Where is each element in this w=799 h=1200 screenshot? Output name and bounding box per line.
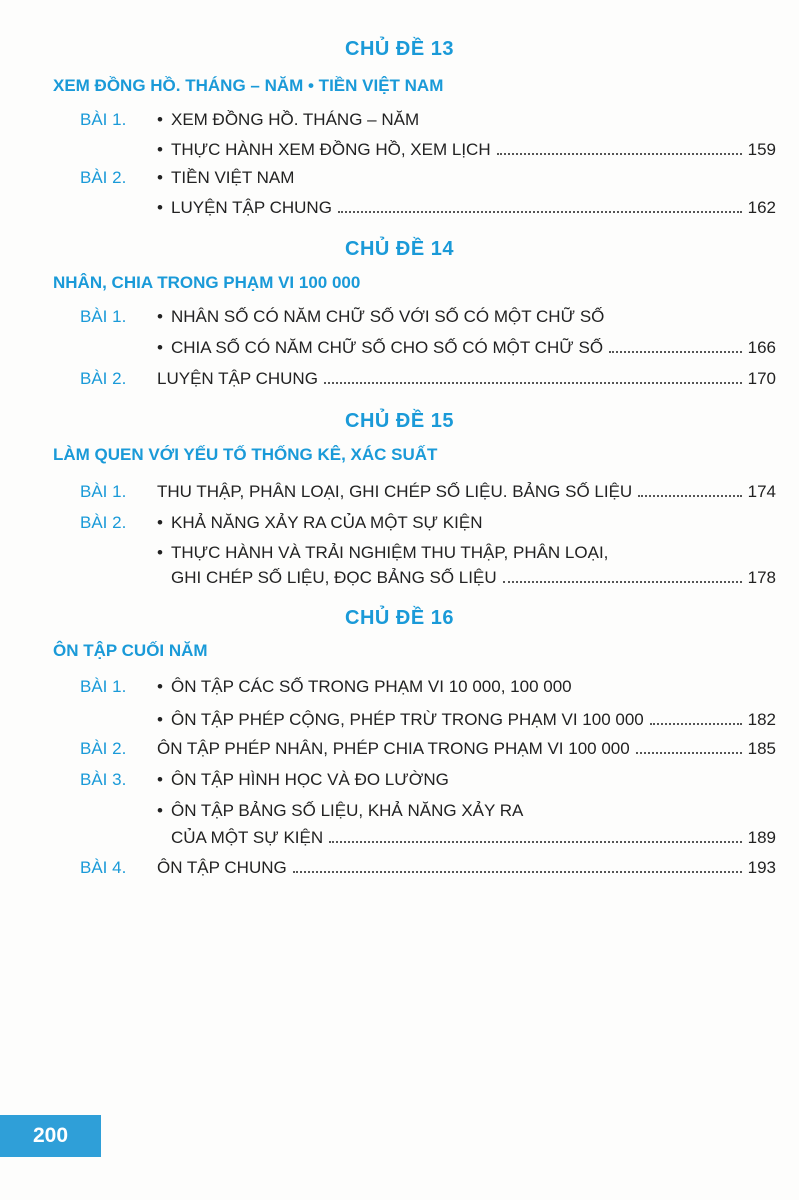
- dot-leader: [497, 153, 742, 155]
- lesson-label: BÀI 2.: [80, 369, 127, 388]
- toc-entry[interactable]: [80, 704, 776, 730]
- bullet-icon: •: [157, 513, 163, 532]
- page-number: 159: [747, 140, 776, 159]
- toc-entry[interactable]: [80, 363, 776, 389]
- dot-leader: [324, 382, 742, 384]
- dot-leader: [650, 723, 742, 725]
- dot-leader: [638, 495, 741, 497]
- entry-title: KHẢ NĂNG XẢY RA CỦA MỘT SỰ KIỆN: [171, 513, 483, 532]
- entry-title: THU THẬP, PHÂN LOẠI, GHI CHÉP SỐ LIỆU. BẢNG SỐ LIỆU: [157, 482, 633, 501]
- bullet-icon: •: [157, 677, 163, 696]
- toc-entry[interactable]: [80, 507, 776, 533]
- entry-title: GHI CHÉP SỐ LIỆU, ĐỌC BẢNG SỐ LIỆU: [171, 568, 497, 587]
- toc-entry[interactable]: [80, 134, 776, 160]
- lesson-label: BÀI 1.: [80, 307, 127, 326]
- section-heading: NHÂN, CHIA TRONG PHẠM VI 100 000: [53, 273, 361, 292]
- entry-title: TIỀN VIỆT NAM: [171, 168, 295, 187]
- entry-title: CHIA SỐ CÓ NĂM CHỮ SỐ CHO SỐ CÓ MỘT CHỮ SỐ: [171, 338, 604, 357]
- entry-title: ÔN TẬP PHÉP CỘNG, PHÉP TRỪ TRONG PHẠM VI 100 000: [171, 710, 644, 729]
- bullet-icon: •: [157, 110, 163, 129]
- toc-entry[interactable]: [80, 104, 776, 130]
- toc-entry-continuation[interactable]: [80, 822, 776, 848]
- topic-title: CHỦ ĐỀ 13: [345, 38, 454, 60]
- dot-leader: [503, 581, 742, 583]
- toc-entry[interactable]: [80, 671, 776, 697]
- page-number: 178: [747, 568, 776, 587]
- page-number-badge: [0, 1115, 101, 1157]
- lesson-label: BÀI 1.: [80, 482, 127, 501]
- page-number: 162: [747, 198, 776, 217]
- toc-entry[interactable]: [80, 476, 776, 502]
- entry-title: ÔN TẬP BẢNG SỐ LIỆU, KHẢ NĂNG XẢY RA: [171, 801, 524, 820]
- page-number: 189: [747, 828, 776, 847]
- toc-entry[interactable]: [80, 162, 776, 188]
- bullet-icon: •: [157, 140, 163, 159]
- entry-title: THỰC HÀNH VÀ TRẢI NGHIỆM THU THẬP, PHÂN LOẠI,: [171, 543, 609, 562]
- bullet-icon: •: [157, 710, 163, 729]
- toc-entry[interactable]: [80, 733, 776, 759]
- section-heading: LÀM QUEN VỚI YẾU TỐ THỐNG KÊ, XÁC SUẤT: [53, 445, 438, 464]
- entry-title: NHÂN SỐ CÓ NĂM CHỮ SỐ VỚI SỐ CÓ MỘT CHỮ SỐ: [171, 307, 605, 326]
- bullet-icon: •: [157, 338, 163, 357]
- lesson-label: BÀI 2.: [80, 513, 127, 532]
- entry-title: LUYỆN TẬP CHUNG: [171, 198, 332, 217]
- entry-title: ÔN TẬP CÁC SỐ TRONG PHẠM VI 10 000, 100 000: [171, 677, 572, 696]
- page-number: 170: [747, 369, 776, 388]
- bullet-icon: •: [157, 168, 163, 187]
- lesson-label: BÀI 4.: [80, 858, 127, 877]
- lesson-label: BÀI 2.: [80, 739, 127, 758]
- entry-title: XEM ĐỒNG HỒ. THÁNG – NĂM: [171, 110, 420, 129]
- bullet-icon: •: [157, 543, 163, 562]
- page-number: 174: [747, 482, 776, 501]
- lesson-label: BÀI 2.: [80, 168, 127, 187]
- topic-title: CHỦ ĐỀ 15: [345, 410, 454, 432]
- bullet-icon: •: [157, 198, 163, 217]
- bullet-icon: •: [157, 307, 163, 326]
- entry-title: LUYỆN TẬP CHUNG: [157, 369, 318, 388]
- dot-leader: [338, 211, 742, 213]
- section-heading: XEM ĐỒNG HỒ. THÁNG – NĂM • TIỀN VIỆT NAM: [53, 76, 444, 95]
- entry-title: CỦA MỘT SỰ KIỆN: [171, 828, 324, 847]
- lesson-label: BÀI 1.: [80, 110, 127, 129]
- toc-entry[interactable]: [80, 537, 776, 563]
- section-heading: ÔN TẬP CUỐI NĂM: [53, 641, 208, 660]
- entry-title: THỰC HÀNH XEM ĐỒNG HỒ, XEM LỊCH: [171, 140, 491, 159]
- page-number-label: 200: [32, 1124, 69, 1147]
- bullet-icon: •: [157, 770, 163, 789]
- entry-title: ÔN TẬP CHUNG: [157, 858, 287, 877]
- entry-title: ÔN TẬP HÌNH HỌC VÀ ĐO LƯỜNG: [171, 770, 449, 789]
- lesson-label: BÀI 3.: [80, 770, 127, 789]
- page-number: 193: [747, 858, 776, 877]
- bullet-icon: •: [157, 801, 163, 820]
- toc-entry[interactable]: [80, 301, 776, 327]
- page-number: 166: [747, 338, 776, 357]
- dot-leader: [329, 841, 742, 843]
- toc-entry[interactable]: [80, 764, 776, 790]
- page-number: 185: [747, 739, 776, 758]
- toc-entry[interactable]: [80, 332, 776, 358]
- dot-leader: [636, 752, 742, 754]
- topic-title: CHỦ ĐỀ 14: [345, 238, 454, 260]
- toc-entry[interactable]: [80, 795, 776, 821]
- dot-leader: [609, 351, 742, 353]
- entry-title: ÔN TẬP PHÉP NHÂN, PHÉP CHIA TRONG PHẠM VI 100 000: [157, 739, 630, 758]
- toc-entry[interactable]: [80, 852, 776, 878]
- topic-title: CHỦ ĐỀ 16: [345, 607, 454, 629]
- page-number: 182: [747, 710, 776, 729]
- toc-entry[interactable]: [80, 192, 776, 218]
- lesson-label: BÀI 1.: [80, 677, 127, 696]
- dot-leader: [293, 871, 742, 873]
- toc-entry-continuation[interactable]: [80, 562, 776, 588]
